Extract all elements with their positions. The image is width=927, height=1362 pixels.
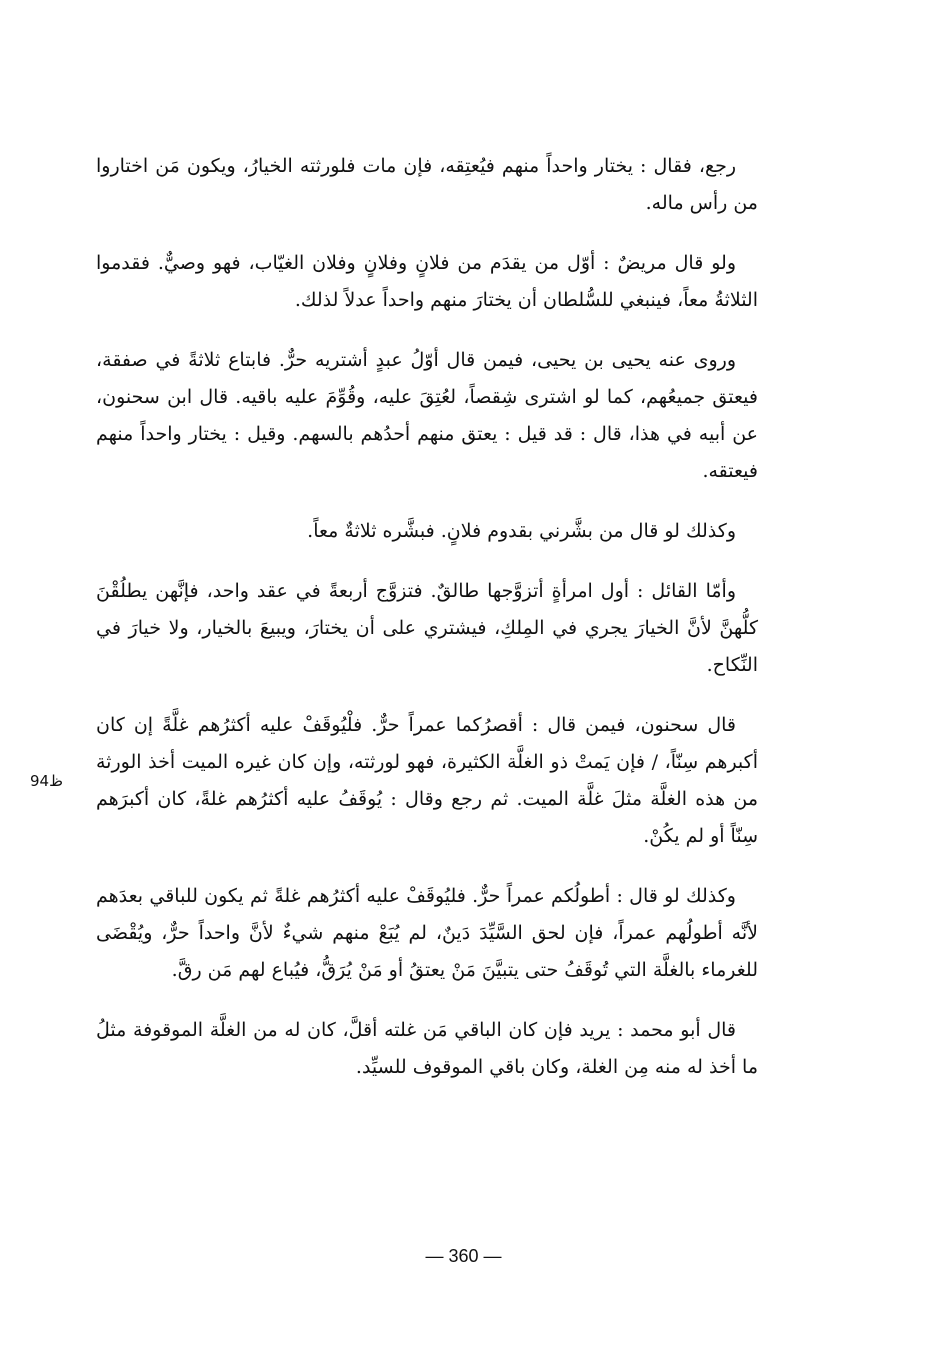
paragraph-7: وكذلك لو قال : أطولُكم عمراً حرٌّ. فليُوقَفْ عليه أكثرُهم غلةً ثم يكون للباقي بعدَهم لأنَّه أطولُهم عمراً، فإن لحق السَّيِّدَ دَينٌ، لم يُبَعْ منهم شيءٌ لأنَّ واحداً حرٌّ، ويُقْضَى للغرماء بالغلَّة التي تُوقَفُ حتى يتبيَّنَ مَنْ يعتقُ أو مَنْ يُرَقُّ، فيُباع لهم مَن رقَّ. (96, 885, 758, 981)
paragraph-8: قال أبو محمد : يريد فإن كان الباقي مَن غلته أقلَّ، كان له من الغلَّة الموقوفة مثلُ ما أخذ له منه مِن الغلة، وكان باقي الموقوف للسيِّد. (96, 1019, 758, 1078)
paragraph-2: ولو قال مريضٌ : أوّل من يقدَم من فلانٍ وفلانٍ وفلان الغيّاب، فهو وصيٌّ. فقدموا الثلاثةُ معاً، فينبغي للسُّلطان أن يختارَ منهم واحداً عدلاً لذلك. (96, 252, 758, 311)
page-number: — 360 — (425, 1246, 502, 1266)
paragraph-6: قال سحنون، فيمن قال : أقصرُكما عمراً حرٌّ. فلْيُوقَفْ عليه أكثرُهم غلَّةً إن كان أكبرهم سِنّاً، / فإن يَمتْ ذو الغلَّة الكثيرة، فهو لورثته، وإن كان غيره الميت أخذ الورثة من هذه الغلَّة مثلَ غلَّة الميت. ثم رجع وقال : يُوقَفُ عليه أكثرُهم غلةً، كان أكبرَهم سِنّاً أو لم يكُنْ. (96, 714, 758, 847)
paragraph-5: وأمّا القائل : أول امرأةٍ أتزوَّجها طالقٌ. فتزوَّج أربعةً في عقد واحد، فإنَّهن يطلُقْنَ كلُّهنَّ لأنَّ الخيارَ يجري في المِلكِ، فيشتري على أن يختارَ، ويبيعَ بالخيار، ولا خيارَ في النِّكاح. (96, 580, 758, 676)
manuscript-folio-note: ظ94 (30, 772, 63, 790)
body-text (96, 148, 758, 1086)
paragraph-4: وكذلك لو قال من بشَّرني بقدوم فلانٍ. فبشَّره ثلاثةٌ معاً. (307, 520, 736, 542)
paragraph-3: وروى عنه يحيى بن يحيى، فيمن قال أوّلُ عبدٍ أشتريه حرٌّ. فابتاع ثلاثةً في صفقة، فيعتق جميعُهم، كما لو اشترى شِقصاً، لعُتِقَ عليه، وقُوِّمَ عليه باقيه. قال ابن سحنون، عن أبيه في هذا، قال : قد قيل : يعتق منهم أحدُهم بالسهم. وقيل : يختار واحداً منهم فيعتقه. (96, 349, 758, 482)
paragraph-1: رجع، فقال : يختار واحداً منهم فيُعتِقه، فإن مات فلورثته الخيارُ، ويكون مَن اختاروا من رأس ماله. (96, 155, 758, 214)
